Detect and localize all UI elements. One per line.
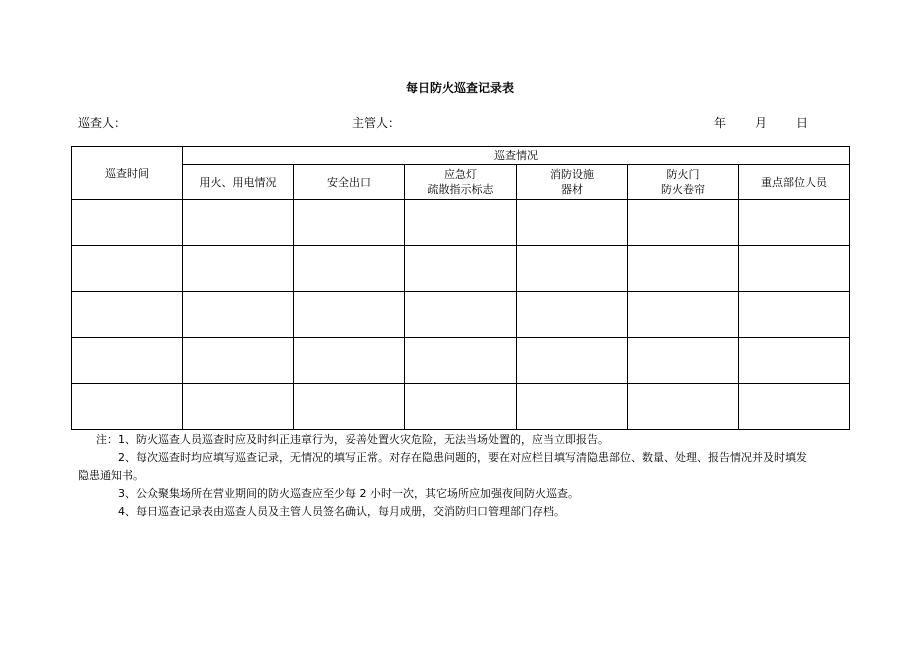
table-cell[interactable] <box>628 338 739 384</box>
table-cell[interactable] <box>628 246 739 292</box>
table-cell[interactable] <box>517 292 628 338</box>
table-cell[interactable] <box>294 200 405 246</box>
patrol-record-table <box>71 146 850 430</box>
table-cell[interactable] <box>405 246 517 292</box>
table-cell[interactable] <box>183 384 294 430</box>
table-cell[interactable] <box>405 384 517 430</box>
table-row <box>72 384 850 430</box>
table-row <box>72 246 850 292</box>
table-cell[interactable] <box>628 384 739 430</box>
column-header-key-personnel: 重点部位人员 <box>739 165 850 200</box>
column-header-fire-door: 防火门 防火卷帘 <box>628 165 739 200</box>
form-title: 每日防火巡查记录表 <box>405 81 514 95</box>
table-row <box>72 200 850 246</box>
table-cell[interactable] <box>628 200 739 246</box>
table-cell[interactable] <box>72 200 183 246</box>
table-cell[interactable] <box>294 246 405 292</box>
table-cell[interactable] <box>405 200 517 246</box>
table-cell[interactable] <box>739 338 850 384</box>
supervisor-label: 主管人： <box>352 116 401 130</box>
table-cell[interactable] <box>183 292 294 338</box>
patrol-time-header: 巡查时间 <box>72 147 183 200</box>
table-cell[interactable] <box>183 200 294 246</box>
table-cell[interactable] <box>294 338 405 384</box>
inspector-label: 巡查人： <box>78 116 127 130</box>
note-2-continuation: 隐患通知书。 <box>78 469 144 482</box>
table-cell[interactable] <box>739 246 850 292</box>
table-row <box>72 338 850 384</box>
table-cell[interactable] <box>628 292 739 338</box>
table-cell[interactable] <box>72 384 183 430</box>
note-4: 4、每日巡查记录表由巡查人员及主管人员签名确认，每月成册，交消防归口管理部门存档。 <box>118 505 565 518</box>
notes-section <box>78 431 848 521</box>
day-label: 日 <box>796 116 809 130</box>
table-cell[interactable] <box>405 292 517 338</box>
table-cell[interactable] <box>294 292 405 338</box>
column-header-emergency-light: 应急灯 疏散指示标志 <box>405 165 517 200</box>
table-cell[interactable] <box>183 246 294 292</box>
note-2: 2、每次巡查时均应填写巡查记录，无情况的填写正常。对存在隐患问题的，要在对应栏目填写清隐患部位、数量、处理、报告情况并及时填发 <box>118 451 807 464</box>
table-row <box>72 292 850 338</box>
table-cell[interactable] <box>183 338 294 384</box>
table-cell[interactable] <box>739 200 850 246</box>
patrol-status-header: 巡查情况 <box>183 147 850 165</box>
table-cell[interactable] <box>517 384 628 430</box>
table-cell[interactable] <box>294 384 405 430</box>
note-3: 3、公众聚集场所在营业期间的防火巡查应至少每 2 小时一次，其它场所应加强夜间防火巡查。 <box>118 487 579 500</box>
month-label: 月 <box>755 116 768 130</box>
column-header-fire-electric: 用火、用电情况 <box>183 165 294 200</box>
column-header-fire-equipment: 消防设施 器材 <box>517 165 628 200</box>
table-cell[interactable] <box>517 338 628 384</box>
table-cell[interactable] <box>405 338 517 384</box>
table-cell[interactable] <box>517 246 628 292</box>
table-cell[interactable] <box>739 292 850 338</box>
column-header-safety-exit: 安全出口 <box>294 165 405 200</box>
year-label: 年 <box>714 116 727 130</box>
note-1: 注：1、防火巡查人员巡查时应及时纠正违章行为，妥善处置火灾危险，无法当场处置的，应当立即报告。 <box>96 433 609 446</box>
table-cell[interactable] <box>72 292 183 338</box>
table-cell[interactable] <box>72 338 183 384</box>
table-cell[interactable] <box>739 384 850 430</box>
table-cell[interactable] <box>517 200 628 246</box>
table-cell[interactable] <box>72 246 183 292</box>
